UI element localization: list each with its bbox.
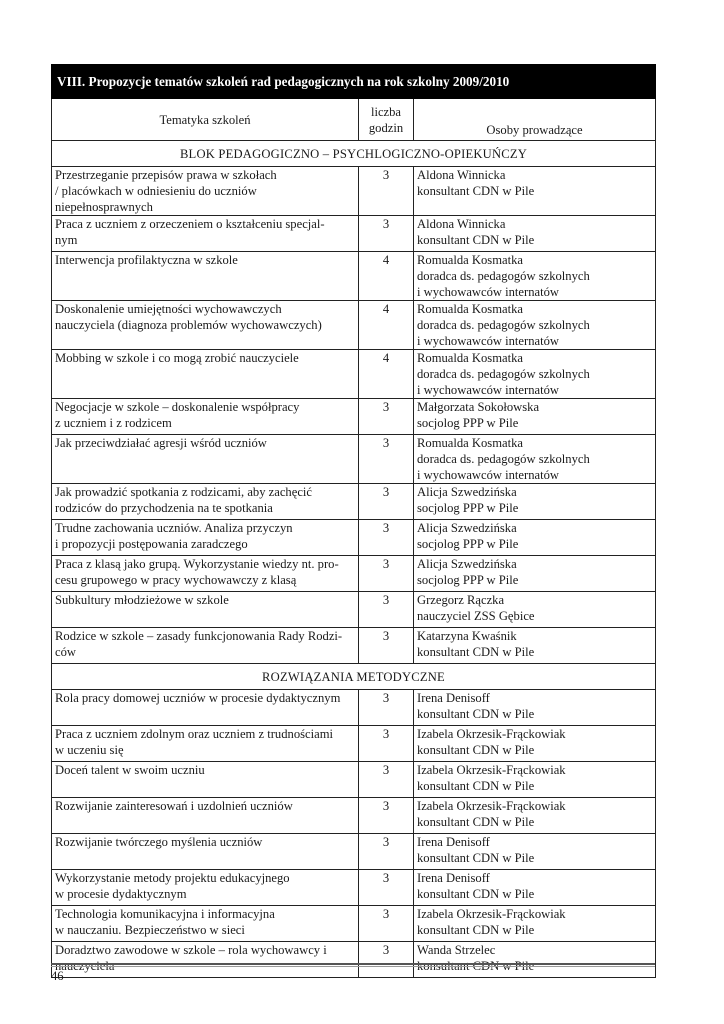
persons-cell <box>414 167 656 216</box>
topic-line: Przestrzeganie przepisów prawa w szkołach <box>55 168 277 182</box>
topic-line: w nauczaniu. Bezpieczeństwo w sieci <box>55 923 245 937</box>
hours-cell: 3 <box>359 399 414 435</box>
person-line: Irena Denisoff <box>417 871 490 885</box>
topic-line: Subkultury młodzieżowe w szkole <box>55 593 229 607</box>
header-topic: Tematyka szkoleń <box>52 99 359 141</box>
topic-cell <box>52 252 359 301</box>
table-row <box>52 484 656 520</box>
topic-line: Wykorzystanie metody projektu edukacyjnego <box>55 871 290 885</box>
persons-cell <box>414 870 656 906</box>
topic-line: niepełnosprawnych <box>55 200 153 214</box>
hours-cell: 4 <box>359 350 414 399</box>
topic-line: Praca z uczniem zdolnym oraz uczniem z trudnościami <box>55 727 333 741</box>
hours-cell: 3 <box>359 798 414 834</box>
topic-line: Technologia komunikacyjna i informacyjna <box>55 907 275 921</box>
hours-cell: 3 <box>359 906 414 942</box>
hours-cell: 3 <box>359 690 414 726</box>
person-line: Izabela Okrzesik-Frąckowiak <box>417 763 566 777</box>
person-line: Izabela Okrzesik-Frąckowiak <box>417 727 566 741</box>
header-persons: Osoby prowadzące <box>414 99 656 141</box>
topic-line: Doradztwo zawodowe w szkole – rola wychowawcy i <box>55 943 327 957</box>
table-row <box>52 942 656 978</box>
person-line: Izabela Okrzesik-Frąckowiak <box>417 799 566 813</box>
person-line: Izabela Okrzesik-Frąckowiak <box>417 907 566 921</box>
topic-line: Doceń talent w swoim uczniu <box>55 763 205 777</box>
table-row <box>52 556 656 592</box>
hours-cell: 3 <box>359 556 414 592</box>
topic-cell <box>52 798 359 834</box>
topic-line: w uczeniu się <box>55 743 124 757</box>
persons-cell <box>414 690 656 726</box>
person-line: Alicja Szwedzińska <box>417 485 517 499</box>
person-line: konsultant CDN w Pile <box>417 233 535 247</box>
hours-cell: 3 <box>359 520 414 556</box>
person-line: socjolog PPP w Pile <box>417 537 519 551</box>
topic-line: Rozwijanie twórczego myślenia uczniów <box>55 835 263 849</box>
table-row <box>52 834 656 870</box>
section-header-row <box>52 664 656 690</box>
table-row <box>52 435 656 484</box>
topic-cell <box>52 628 359 664</box>
topic-cell <box>52 834 359 870</box>
topic-line: Jak przeciwdziałać agresji wśród uczniów <box>55 436 267 450</box>
persons-cell <box>414 484 656 520</box>
person-line: Katarzyna Kwaśnik <box>417 629 517 643</box>
person-line: Irena Denisoff <box>417 835 490 849</box>
topic-line: Interwencja profilaktyczna w szkole <box>55 253 238 267</box>
person-line: konsultant CDN w Pile <box>417 743 535 757</box>
hours-cell: 3 <box>359 942 414 978</box>
person-line: doradca ds. pedagogów szkolnych <box>417 452 590 466</box>
topic-line: nym <box>55 233 78 247</box>
table-row <box>52 520 656 556</box>
persons-cell <box>414 216 656 252</box>
hours-cell: 3 <box>359 628 414 664</box>
topic-line: Praca z klasą jako grupą. Wykorzystanie wiedzy nt. pro- <box>55 557 339 571</box>
person-line: Romualda Kosmatka <box>417 302 523 316</box>
persons-cell <box>414 399 656 435</box>
topic-line: Rodzice w szkole – zasady funkcjonowania Rady Rodzi- <box>55 629 343 643</box>
persons-cell <box>414 556 656 592</box>
page-number: 46 <box>51 969 64 983</box>
hours-cell: 3 <box>359 484 414 520</box>
footer-rule-thin <box>51 966 655 967</box>
person-line: doradca ds. pedagogów szkolnych <box>417 367 590 381</box>
footer-rule <box>51 963 655 965</box>
section-header-row <box>52 141 656 167</box>
person-line: Romualda Kosmatka <box>417 253 523 267</box>
topic-cell <box>52 399 359 435</box>
section-title: ROZWIĄZANIA METODYCZNE <box>52 664 656 690</box>
persons-cell <box>414 520 656 556</box>
person-line: Alicja Szwedzińska <box>417 521 517 535</box>
person-line: Alicja Szwedzińska <box>417 557 517 571</box>
person-line: Irena Denisoff <box>417 691 490 705</box>
topic-line: cesu grupowego w pracy wychowawczy z klasą <box>55 573 297 587</box>
topic-line: i propozycji postępowania zaradczego <box>55 537 248 551</box>
persons-cell <box>414 435 656 484</box>
hours-cell: 3 <box>359 726 414 762</box>
table-row <box>52 628 656 664</box>
topic-line: w procesie dydaktycznym <box>55 887 187 901</box>
person-line: doradca ds. pedagogów szkolnych <box>417 318 590 332</box>
person-line: Aldona Winnicka <box>417 217 506 231</box>
person-line: konsultant CDN w Pile <box>417 645 535 659</box>
hours-cell: 3 <box>359 167 414 216</box>
hours-cell: 4 <box>359 301 414 350</box>
hours-cell: 3 <box>359 834 414 870</box>
table-title: VIII. Propozycje tematów szkoleń rad pedagogicznych na rok szkolny 2009/2010 <box>52 65 656 99</box>
topic-line: z uczniem i z rodzicem <box>55 416 172 430</box>
topic-cell <box>52 690 359 726</box>
hours-cell: 3 <box>359 762 414 798</box>
person-line: socjolog PPP w Pile <box>417 501 519 515</box>
person-line: i wychowawców internatów <box>417 468 559 482</box>
persons-cell <box>414 798 656 834</box>
topic-line: nauczyciela (diagnoza problemów wychowawczych) <box>55 318 322 332</box>
topic-line: Rozwijanie zainteresowań i uzdolnień uczniów <box>55 799 293 813</box>
topic-cell <box>52 726 359 762</box>
hours-cell: 3 <box>359 870 414 906</box>
table-row <box>52 216 656 252</box>
person-line: Grzegorz Rączka <box>417 593 505 607</box>
person-line: konsultant CDN w Pile <box>417 851 535 865</box>
topic-line: / placówkach w odniesieniu do uczniów <box>55 184 257 198</box>
header-hours <box>359 99 414 141</box>
hours-cell: 3 <box>359 216 414 252</box>
persons-cell <box>414 942 656 978</box>
persons-cell <box>414 906 656 942</box>
person-line: socjolog PPP w Pile <box>417 416 519 430</box>
topic-line: Negocjacje w szkole – doskonalenie współpracy <box>55 400 300 414</box>
person-line: konsultant CDN w Pile <box>417 815 535 829</box>
person-line: konsultant CDN w Pile <box>417 184 535 198</box>
topic-cell <box>52 906 359 942</box>
topic-cell <box>52 435 359 484</box>
topic-cell <box>52 592 359 628</box>
person-line: konsultant CDN w Pile <box>417 923 535 937</box>
topic-line: Jak prowadzić spotkania z rodzicami, aby zachęcić <box>55 485 312 499</box>
table-row <box>52 592 656 628</box>
persons-cell <box>414 252 656 301</box>
topic-cell <box>52 301 359 350</box>
topic-cell <box>52 484 359 520</box>
title-row <box>52 65 656 99</box>
persons-cell <box>414 834 656 870</box>
hours-cell: 3 <box>359 435 414 484</box>
topic-cell <box>52 870 359 906</box>
topic-cell <box>52 520 359 556</box>
header-hours-line: liczba <box>370 104 402 119</box>
person-line: socjolog PPP w Pile <box>417 573 519 587</box>
persons-cell <box>414 301 656 350</box>
person-line: i wychowawców internatów <box>417 383 559 397</box>
topic-line: Mobbing w szkole i co mogą zrobić nauczyciele <box>55 351 299 365</box>
topic-cell <box>52 942 359 978</box>
table-row <box>52 726 656 762</box>
person-line: Romualda Kosmatka <box>417 436 523 450</box>
table-row <box>52 870 656 906</box>
persons-cell <box>414 350 656 399</box>
persons-cell <box>414 762 656 798</box>
person-line: konsultant CDN w Pile <box>417 887 535 901</box>
topic-cell <box>52 167 359 216</box>
topic-line: Praca z uczniem z orzeczeniem o kształceniu specjal- <box>55 217 325 231</box>
training-table-container <box>51 64 655 978</box>
person-line: Aldona Winnicka <box>417 168 506 182</box>
person-line: nauczyciel ZSS Gębice <box>417 609 535 623</box>
topic-cell <box>52 350 359 399</box>
hours-cell: 3 <box>359 592 414 628</box>
table-row <box>52 906 656 942</box>
table-row <box>52 399 656 435</box>
table-row <box>52 301 656 350</box>
person-line: i wychowawców internatów <box>417 334 559 348</box>
person-line: konsultant CDN w Pile <box>417 707 535 721</box>
training-topics-table <box>51 64 656 978</box>
table-row <box>52 252 656 301</box>
person-line: Romualda Kosmatka <box>417 351 523 365</box>
topic-cell <box>52 556 359 592</box>
topic-line: Doskonalenie umiejętności wychowawczych <box>55 302 282 316</box>
topic-line: Trudne zachowania uczniów. Analiza przyczyn <box>55 521 293 535</box>
table-row <box>52 167 656 216</box>
table-row <box>52 690 656 726</box>
table-row <box>52 350 656 399</box>
person-line: Wanda Strzelec <box>417 943 496 957</box>
person-line: Małgorzata Sokołowska <box>417 400 540 414</box>
persons-cell <box>414 628 656 664</box>
table-row <box>52 798 656 834</box>
persons-cell <box>414 726 656 762</box>
topic-line: ców <box>55 645 76 659</box>
persons-cell <box>414 592 656 628</box>
header-row <box>52 99 656 141</box>
person-line: doradca ds. pedagogów szkolnych <box>417 269 590 283</box>
section-title: BLOK PEDAGOGICZNO – PSYCHLOGICZNO-OPIEKUŃCZY <box>52 141 656 167</box>
topic-cell <box>52 762 359 798</box>
topic-line: rodziców do przychodzenia na te spotkania <box>55 501 273 515</box>
hours-cell: 4 <box>359 252 414 301</box>
topic-cell <box>52 216 359 252</box>
person-line: i wychowawców internatów <box>417 285 559 299</box>
topic-line: Rola pracy domowej uczniów w procesie dydaktycznym <box>55 691 341 705</box>
person-line: konsultant CDN w Pile <box>417 779 535 793</box>
table-row <box>52 762 656 798</box>
header-hours-line: godzin <box>368 120 404 135</box>
